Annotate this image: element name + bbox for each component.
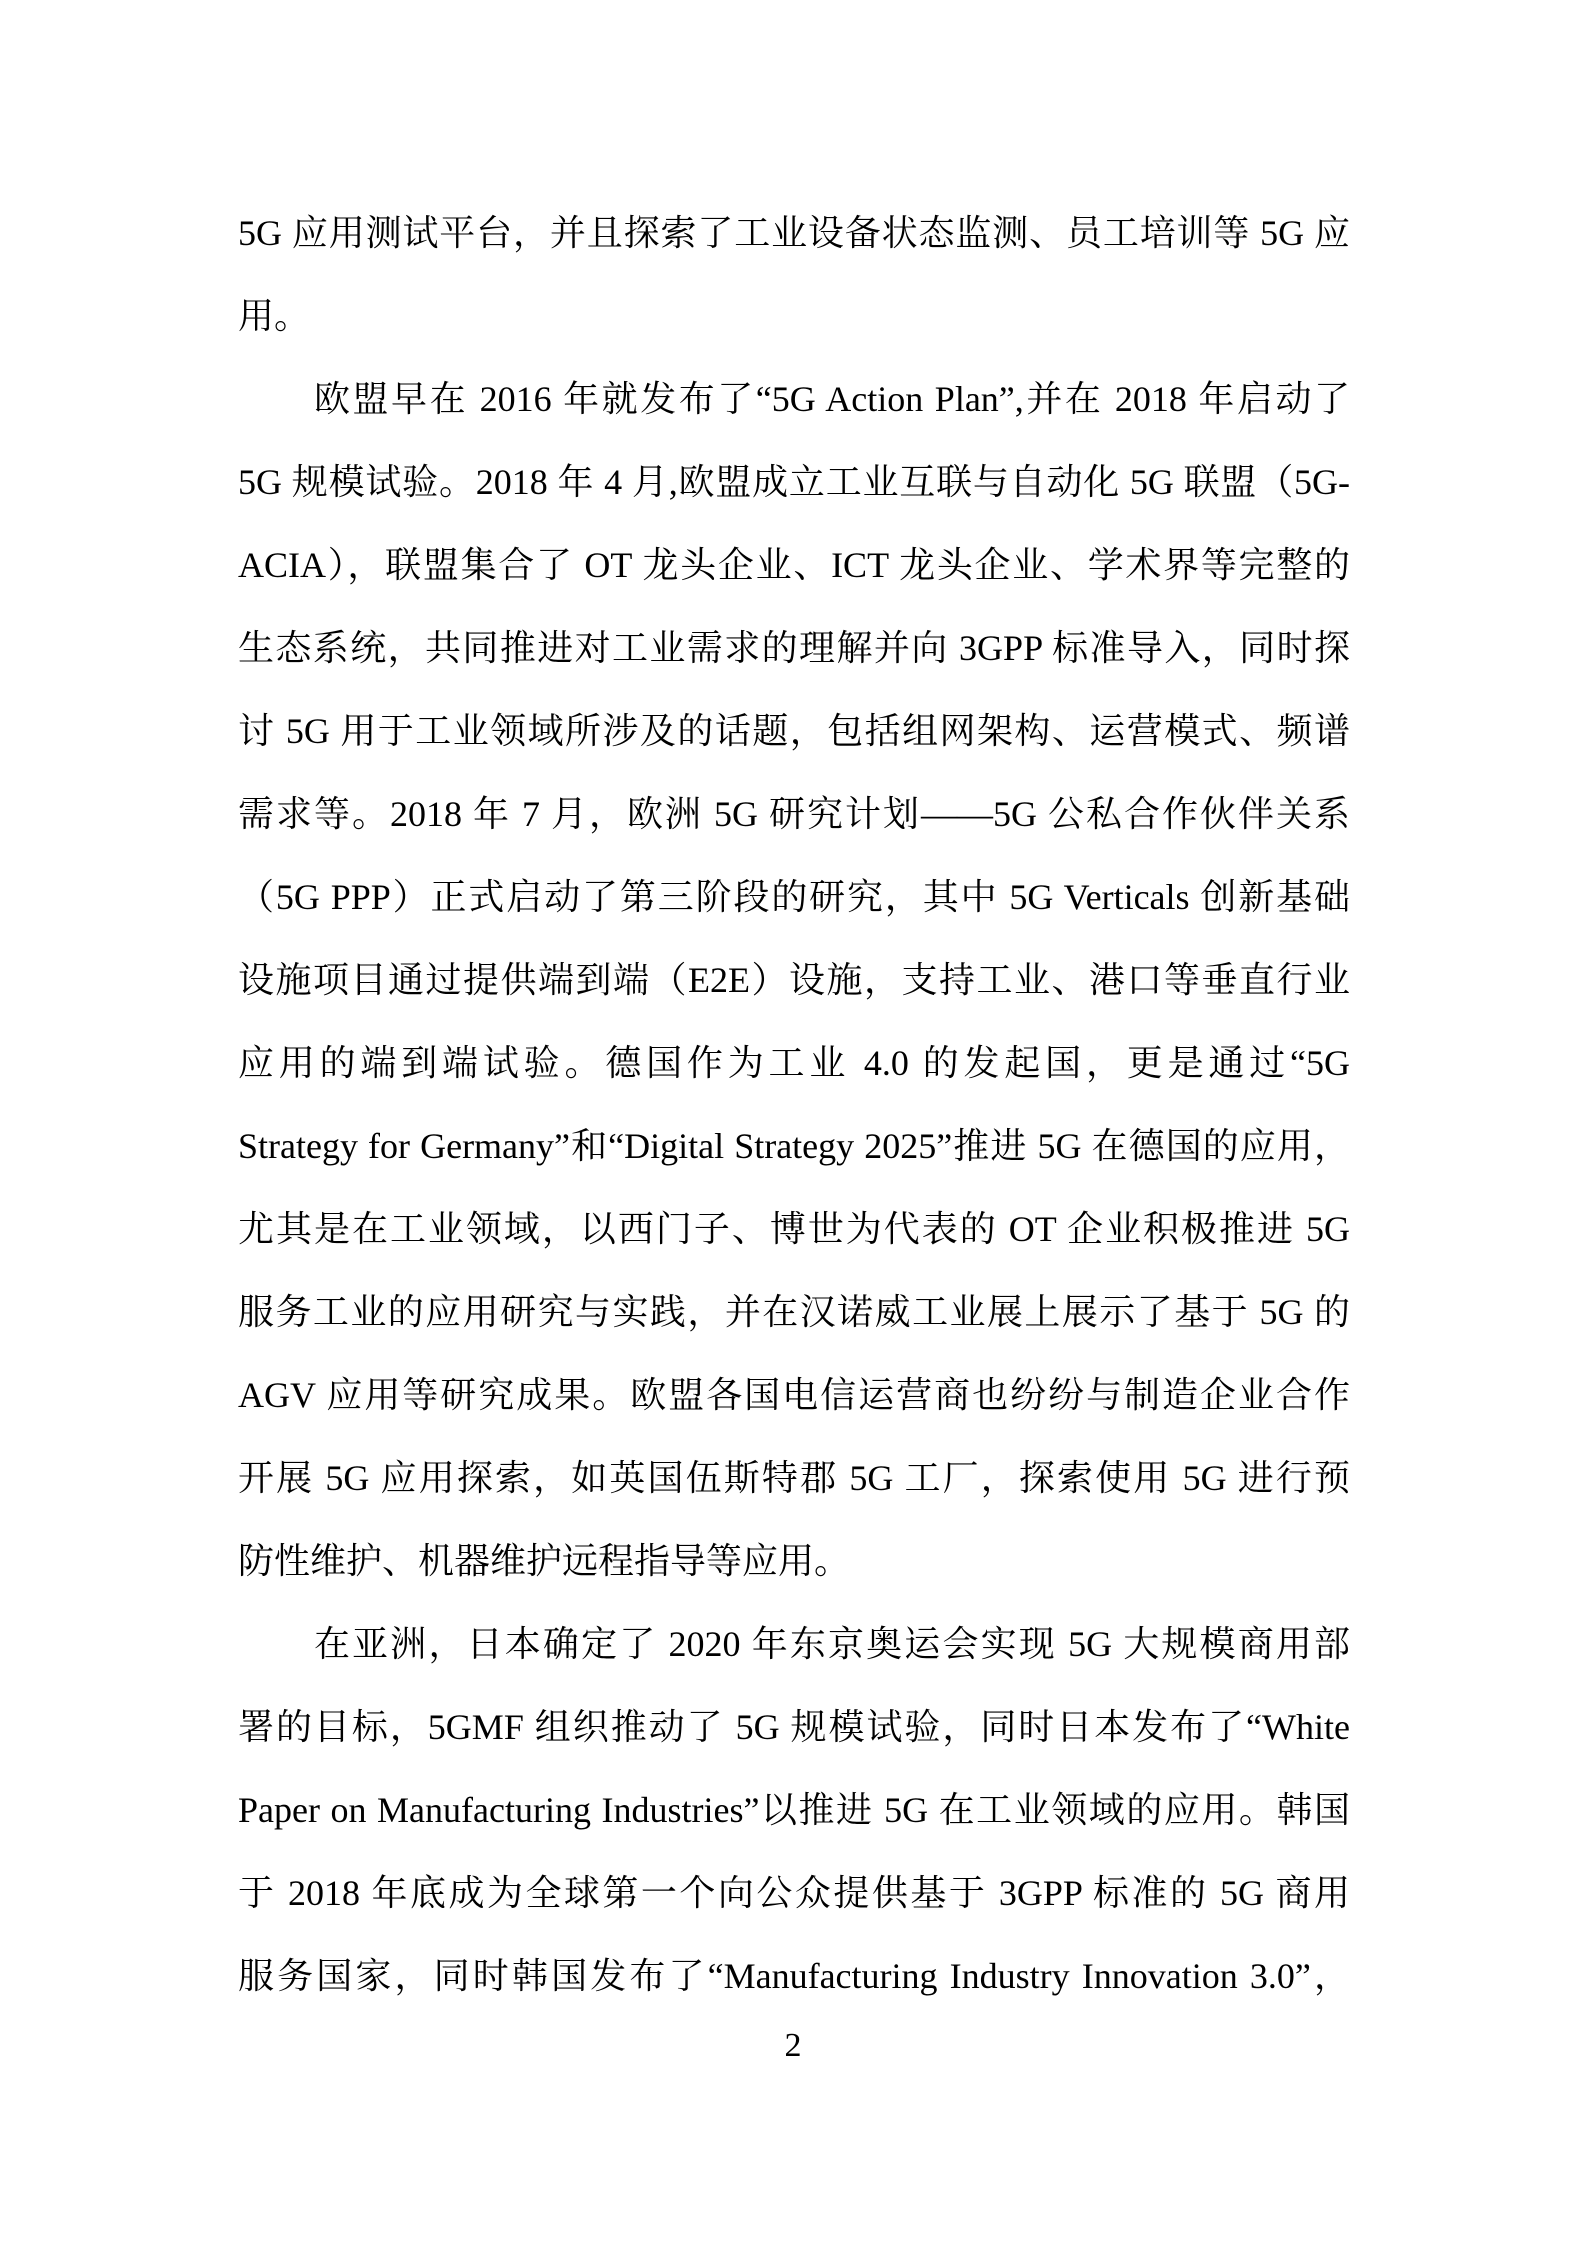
text-line: 服务工业的应用研究与实践，并在汉诺威工业展上展示了基于 5G 的 [238,1292,1350,1332]
text-line: AGV 应用等研究成果。欧盟各国电信运营商也纷纷与制造企业合作 [238,1375,1350,1415]
text-line: 在亚洲，日本确定了 2020 年东京奥运会实现 5G 大规模商用部 [314,1624,1350,1664]
text-line: Paper on Manufacturing Industries”以推进 5G 在工业领域的应用。韩国 [238,1790,1350,1830]
text-line: 尤其是在工业领域，以西门子、博世为代表的 OT 企业积极推进 5G [238,1209,1350,1249]
text-line: 设施项目通过提供端到端（E2E）设施，支持工业、港口等垂直行业 [238,960,1350,1000]
text-line: 防性维护、机器维护远程指导等应用。 [238,1541,851,1581]
text-block [238,192,1350,2018]
page-number: 2 [784,2027,802,2064]
text-line: 服务国家，同时韩国发布了“Manufacturing Industry Innovation 3.0”， [238,1956,1350,1996]
text-line: 5G 规模试验。2018 年 4 月,欧盟成立工业互联与自动化 5G 联盟（5G- [238,462,1350,502]
text-line: 生态系统，共同推进对工业需求的理解并向 3GPP 标准导入，同时探 [238,628,1350,668]
text-line: 用。 [238,296,311,336]
text-line: （5G PPP）正式启动了第三阶段的研究，其中 5G Verticals 创新基础 [238,877,1350,917]
text-line: 5G 应用测试平台，并且探索了工业设备状态监测、员工培训等 5G 应 [238,213,1350,253]
text-line: 于 2018 年底成为全球第一个向公众提供基于 3GPP 标准的 5G 商用 [238,1873,1350,1913]
text-line: 开展 5G 应用探索，如英国伍斯特郡 5G 工厂，探索使用 5G 进行预 [238,1458,1350,1498]
text-line: 讨 5G 用于工业领域所涉及的话题，包括组网架构、运营模式、频谱 [238,711,1350,751]
text-line: ACIA），联盟集合了 OT 龙头企业、ICT 龙头企业、学术界等完整的 [238,545,1350,585]
text-line: 需求等。2018 年 7 月，欧洲 5G 研究计划——5G 公私合作伙伴关系 [238,794,1350,834]
text-line: 署的目标，5GMF 组织推动了 5G 规模试验，同时日本发布了“White [238,1707,1350,1747]
text-line: 应用的端到端试验。德国作为工业 4.0 的发起国，更是通过“5G [238,1043,1350,1083]
text-line: Strategy for Germany”和“Digital Strategy 2025”推进 5G 在德国的应用， [238,1126,1350,1166]
text-line: 欧盟早在 2016 年就发布了“5G Action Plan”,并在 2018 年启动了 [314,379,1350,419]
